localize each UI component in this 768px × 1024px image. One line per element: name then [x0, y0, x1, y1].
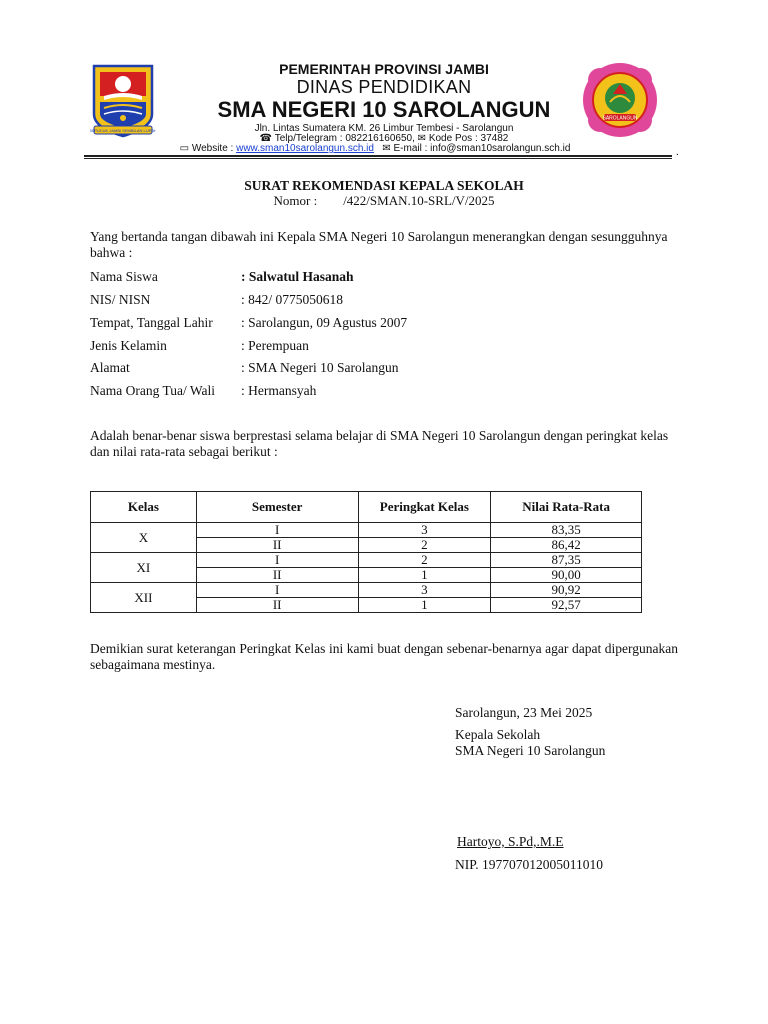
field-value-guardian: : Hermansyah — [241, 383, 317, 398]
svg-text:SAROLANGUN: SAROLANGUN — [602, 115, 638, 122]
postcode-text: Kode Pos : 37482 — [428, 133, 509, 144]
svg-text:SEPUCUK JAMBI SEMBILAN LURAH: SEPUCUK JAMBI SEMBILAN LURAH — [90, 128, 156, 133]
signature-place-date: Sarolangun, 23 Mei 2025 — [455, 705, 593, 720]
website-link[interactable]: www.sman10sarolangun.sch.id — [236, 143, 374, 154]
mail-icon: ✉ — [382, 143, 391, 154]
letter-number-label: Nomor : — [273, 193, 318, 208]
computer-icon: ▭ — [179, 143, 190, 154]
semester-cell: II — [196, 598, 358, 613]
regency-logo — [580, 60, 660, 140]
field-value-name: : Salwatul Hasanah — [241, 269, 354, 284]
semester-cell: II — [196, 568, 358, 583]
average-cell: 87,35 — [491, 553, 642, 568]
table-row — [91, 583, 642, 598]
class-cell: XII — [91, 583, 197, 613]
letterhead-contact — [150, 143, 600, 154]
letterhead-government: PEMERINTAH PROVINSI JAMBI — [279, 61, 489, 77]
province-logo — [90, 62, 156, 140]
header-rank: Peringkat Kelas — [358, 492, 491, 523]
field-label-address: Alamat — [90, 360, 130, 375]
rank-cell: 3 — [358, 583, 491, 598]
class-cell: XI — [91, 553, 197, 583]
letterhead-divider-thin — [84, 158, 672, 159]
signature-school: SMA Negeri 10 Sarolangun — [455, 743, 606, 758]
field-label-gender: Jenis Kelamin — [90, 338, 167, 353]
letterhead-address: Jln. Lintas Sumatera KM. 26 Limbur Tembesi - Sarolangun — [254, 123, 514, 134]
average-cell: 92,57 — [491, 598, 642, 613]
table-row — [91, 523, 642, 538]
signature-position: Kepala Sekolah — [455, 727, 541, 742]
stray-dot: . — [676, 146, 679, 158]
rank-cell: 1 — [358, 598, 491, 613]
intro-paragraph: Yang bertanda tangan dibawah ini Kepala SMA Negeri 10 Sarolangun menerangkan dengan sesungguhnya bahwa : — [90, 229, 668, 260]
field-value-nis: : 842/ 0775050618 — [241, 292, 344, 307]
semester-cell: I — [196, 553, 358, 568]
average-cell: 86,42 — [491, 538, 642, 553]
table-row — [91, 553, 642, 568]
field-label-guardian: Nama Orang Tua/ Wali — [90, 383, 216, 398]
average-cell: 90,00 — [491, 568, 642, 583]
closing-paragraph: Demikian surat keterangan Peringkat Kelas ini kami buat dengan sebenar-benarnya agar dapat dipergunakan sebagaimana mestinya. — [90, 641, 678, 672]
letterhead-school-name: SMA NEGERI 10 SAROLANGUN — [217, 97, 551, 122]
semester-cell: I — [196, 583, 358, 598]
rank-cell: 3 — [358, 523, 491, 538]
header-average: Nilai Rata-Rata — [491, 492, 642, 523]
phone-icon: ☎ — [259, 133, 273, 144]
header-semester: Semester — [196, 492, 358, 523]
letter-number — [0, 193, 768, 209]
letter-number-value: /422/SMAN.10-SRL/V/2025 — [343, 193, 495, 208]
phone-text: Telp/Telegram : 082216160650, — [274, 133, 415, 144]
statement-paragraph: Adalah benar-benar siswa berprestasi selama belajar di SMA Negeri 10 Sarolangun dengan peringkat kelas dan nilai rata-rata sebagai berikut : — [90, 428, 669, 459]
envelope-icon: ✉ — [417, 133, 427, 144]
rank-cell: 1 — [358, 568, 491, 583]
semester-cell: II — [196, 538, 358, 553]
field-value-birth: : Sarolangun, 09 Agustus 2007 — [241, 315, 408, 330]
field-value-address: : SMA Negeri 10 Sarolangun — [241, 360, 399, 375]
letter-title: SURAT REKOMENDASI KEPALA SEKOLAH — [244, 178, 524, 193]
letterhead-department: DINAS PENDIDIKAN — [296, 77, 472, 97]
grades-table — [90, 491, 642, 613]
semester-cell: I — [196, 523, 358, 538]
field-label-name: Nama Siswa — [90, 269, 158, 284]
rank-cell: 2 — [358, 553, 491, 568]
average-cell: 90,92 — [491, 583, 642, 598]
rank-cell: 2 — [358, 538, 491, 553]
average-cell: 83,35 — [491, 523, 642, 538]
header-kelas: Kelas — [91, 492, 197, 523]
signature-nip: NIP. 197707012005011010 — [455, 857, 604, 872]
website-label: Website : — [191, 143, 234, 154]
grades-header-row — [91, 492, 642, 523]
field-label-nis: NIS/ NISN — [90, 292, 151, 307]
field-value-gender: : Perempuan — [241, 338, 309, 353]
letterhead-divider — [84, 155, 672, 157]
signature-name: Hartoyo, S.Pd,.M.E — [457, 834, 564, 849]
field-label-birth: Tempat, Tanggal Lahir — [90, 315, 213, 330]
email-text: E-mail : info@sman10sarolangun.sch.id — [393, 143, 571, 154]
class-cell: X — [91, 523, 197, 553]
